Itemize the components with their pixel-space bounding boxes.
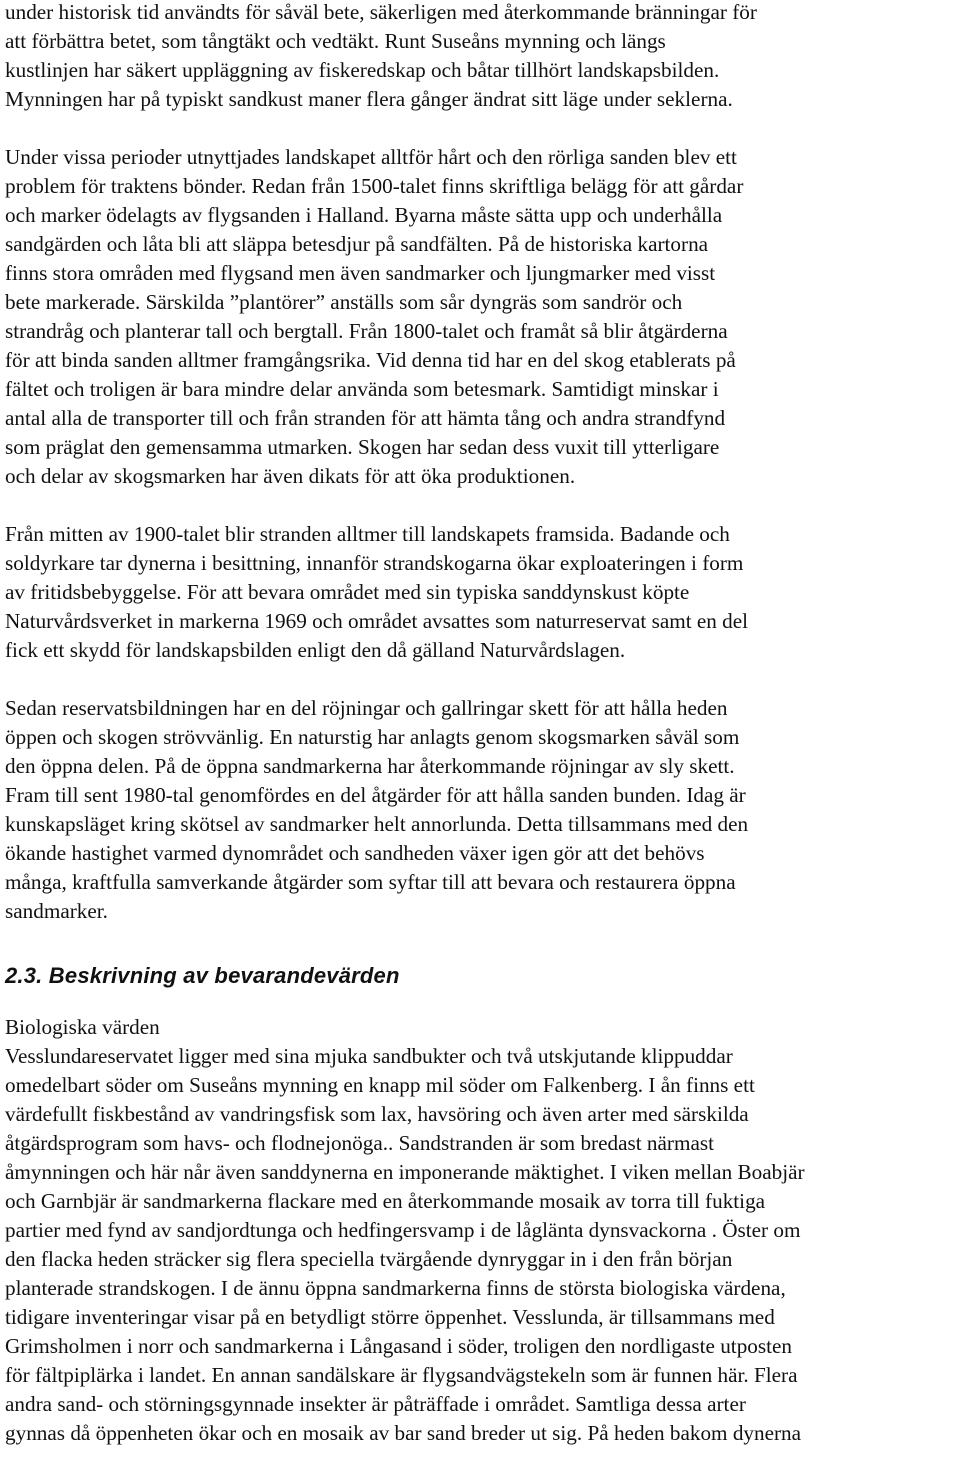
text-line: att förbättra betet, som tångtäkt och vedtäkt. Runt Suseåns mynning och längs	[5, 29, 666, 53]
text-line: Under vissa perioder utnyttjades landskapet alltför hårt och den rörliga sanden blev ett	[5, 145, 737, 169]
text-line: Fram till sent 1980-tal genomfördes en del åtgärder för att hålla sanden bunden. Idag är	[5, 783, 746, 807]
text-line: ökande hastighet varmed dynområdet och sandheden växer igen gör att det behövs	[5, 841, 705, 865]
text-line: kunskapsläget kring skötsel av sandmarker helt annorlunda. Detta tillsammans med den	[5, 812, 749, 836]
text-line: antal alla de transporter till och från stranden för att hämta tång och andra strandfynd	[5, 406, 726, 430]
paragraph-spacer	[5, 491, 957, 520]
text-line: Sedan reservatsbildningen har en del röjningar och gallringar skett för att hålla heden	[5, 696, 728, 720]
text-line: och marker ödelagts av flygsanden i Halland. Byarna måste sätta upp och underhålla	[5, 203, 723, 227]
text-line: bete markerade. Särskilda ”plantörer” anställs som sår dyngräs som sandrör och	[5, 290, 683, 314]
paragraph-nature-reserve	[5, 520, 957, 665]
text-line: Vesslundareservatet ligger med sina mjuka sandbukter och två utskjutande klippuddar	[5, 1044, 733, 1068]
text-line: och Garnbjär är sandmarkerna flackare med en återkommande mosaik av torra till fuktiga	[5, 1189, 766, 1213]
text-line: sandmarker.	[5, 899, 108, 923]
sub-heading: Biologiska värden	[5, 1015, 160, 1039]
text-line: för att binda sanden alltmer framgångsrika. Vid denna tid har en del skog etablerats på	[5, 348, 736, 372]
text-line: omedelbart söder om Suseåns mynning en knapp mil söder om Falkenberg. I ån finns ett	[5, 1073, 755, 1097]
text-line: planterade strandskogen. I de ännu öppna sandmarkerna finns de största biologiska värdena,	[5, 1276, 786, 1300]
text-line: fältet och troligen är bara mindre delar använda som betesmark. Samtidigt minskar i	[5, 377, 719, 401]
text-line: åtgärdsprogram som havs- och flodnejonöga.. Sandstranden är som bredast närmast	[5, 1131, 715, 1155]
text-line: under historisk tid användts för såväl bete, säkerligen med återkommande bränningar för	[5, 0, 757, 24]
text-line: av fritidsbebyggelse. För att bevara området med sin typiska sanddynskust köpte	[5, 580, 690, 604]
text-line: gynnas då öppenheten ökar och en mosaik av bar sand breder ut sig. På heden bakom dynerna	[5, 1421, 802, 1445]
text-line: soldyrkare tar dynerna i besittning, innanför strandskogarna ökar exploateringen i form	[5, 551, 744, 575]
text-line: den öppna delen. På de öppna sandmarkerna har återkommande röjningar av sly skett.	[5, 754, 735, 778]
heading-spacer	[5, 1005, 957, 1013]
text-line: kustlinjen har säkert uppläggning av fiskeredskap och båtar tillhört landskapsbilden.	[5, 58, 720, 82]
text-line: fick ett skydd för landskapsbilden enligt den då gälland Naturvårdslagen.	[5, 638, 626, 662]
text-line: tidigare inventeringar visar på en betydligt större öppenhet. Vesslunda, är tillsammans med	[5, 1305, 775, 1329]
text-line: öppen och skogen strövvänlig. En naturstig har anlagts genom skogsmarken såväl som	[5, 725, 740, 749]
text-line: Grimsholmen i norr och sandmarkerna i Långasand i söder, troligen den nordligaste utposten	[5, 1334, 793, 1358]
text-line: Från mitten av 1900-talet blir stranden alltmer till landskapets framsida. Badande och	[5, 522, 730, 546]
paragraph-spacer	[5, 665, 957, 694]
text-line: strandråg och planterar tall och bergtall. Från 1800-talet och framåt så blir åtgärderna	[5, 319, 728, 343]
text-line: problem för traktens bönder. Redan från 1500-talet finns skriftliga belägg för att gårdar	[5, 174, 744, 198]
text-line: finns stora områden med flygsand men även sandmarker och ljungmarker med visst	[5, 261, 716, 285]
section-heading: 2.3. Beskrivning av bevarandevärden	[5, 963, 400, 988]
document-page	[5, 0, 957, 1448]
text-line: många, kraftfulla samverkande åtgärder som syftar till att bevara och restaurera öppna	[5, 870, 736, 894]
text-line: sandgärden och låta bli att släppa betesdjur på sandfälten. På de historiska kartorna	[5, 232, 709, 256]
text-line: andra sand- och störningsgynnade insekter är påträffade i området. Samtliga dessa arter	[5, 1392, 746, 1416]
paragraph-drifting-sand	[5, 143, 957, 491]
text-line: partier med fynd av sandjordtunga och hedfingersvamp i de låglänta dynsvackorna . Öster om	[5, 1218, 801, 1242]
paragraph-biological-values	[5, 1042, 957, 1448]
text-line: värdefullt fiskbestånd av vandringsfisk som lax, havsöring och även arter med särskilda	[5, 1102, 749, 1126]
paragraph-spacer	[5, 926, 957, 947]
text-line: och delar av skogsmarken har även dikats för att öka produktionen.	[5, 464, 576, 488]
paragraph-management-actions	[5, 694, 957, 926]
paragraph-land-use-history	[5, 0, 957, 114]
text-line: Mynningen har på typiskt sandkust maner flera gånger ändrat sitt läge under seklerna.	[5, 87, 733, 111]
text-line: Naturvårdsverket in markerna 1969 och området avsattes som naturreservat samt en del	[5, 609, 749, 633]
paragraph-spacer	[5, 114, 957, 143]
text-line: åmynningen och här når även sanddynerna en imponerande mäktighet. I viken mellan Boabjär	[5, 1160, 805, 1184]
text-line: för fältpiplärka i landet. En annan sandälskare är flygsandvägstekeln som är funnen här. Flera	[5, 1363, 798, 1387]
text-line: som präglat den gemensamma utmarken. Skogen har sedan dess vuxit till ytterligare	[5, 435, 720, 459]
text-line: den flacka heden sträcker sig flera speciella tvärgående dynryggar in i den från början	[5, 1247, 733, 1271]
